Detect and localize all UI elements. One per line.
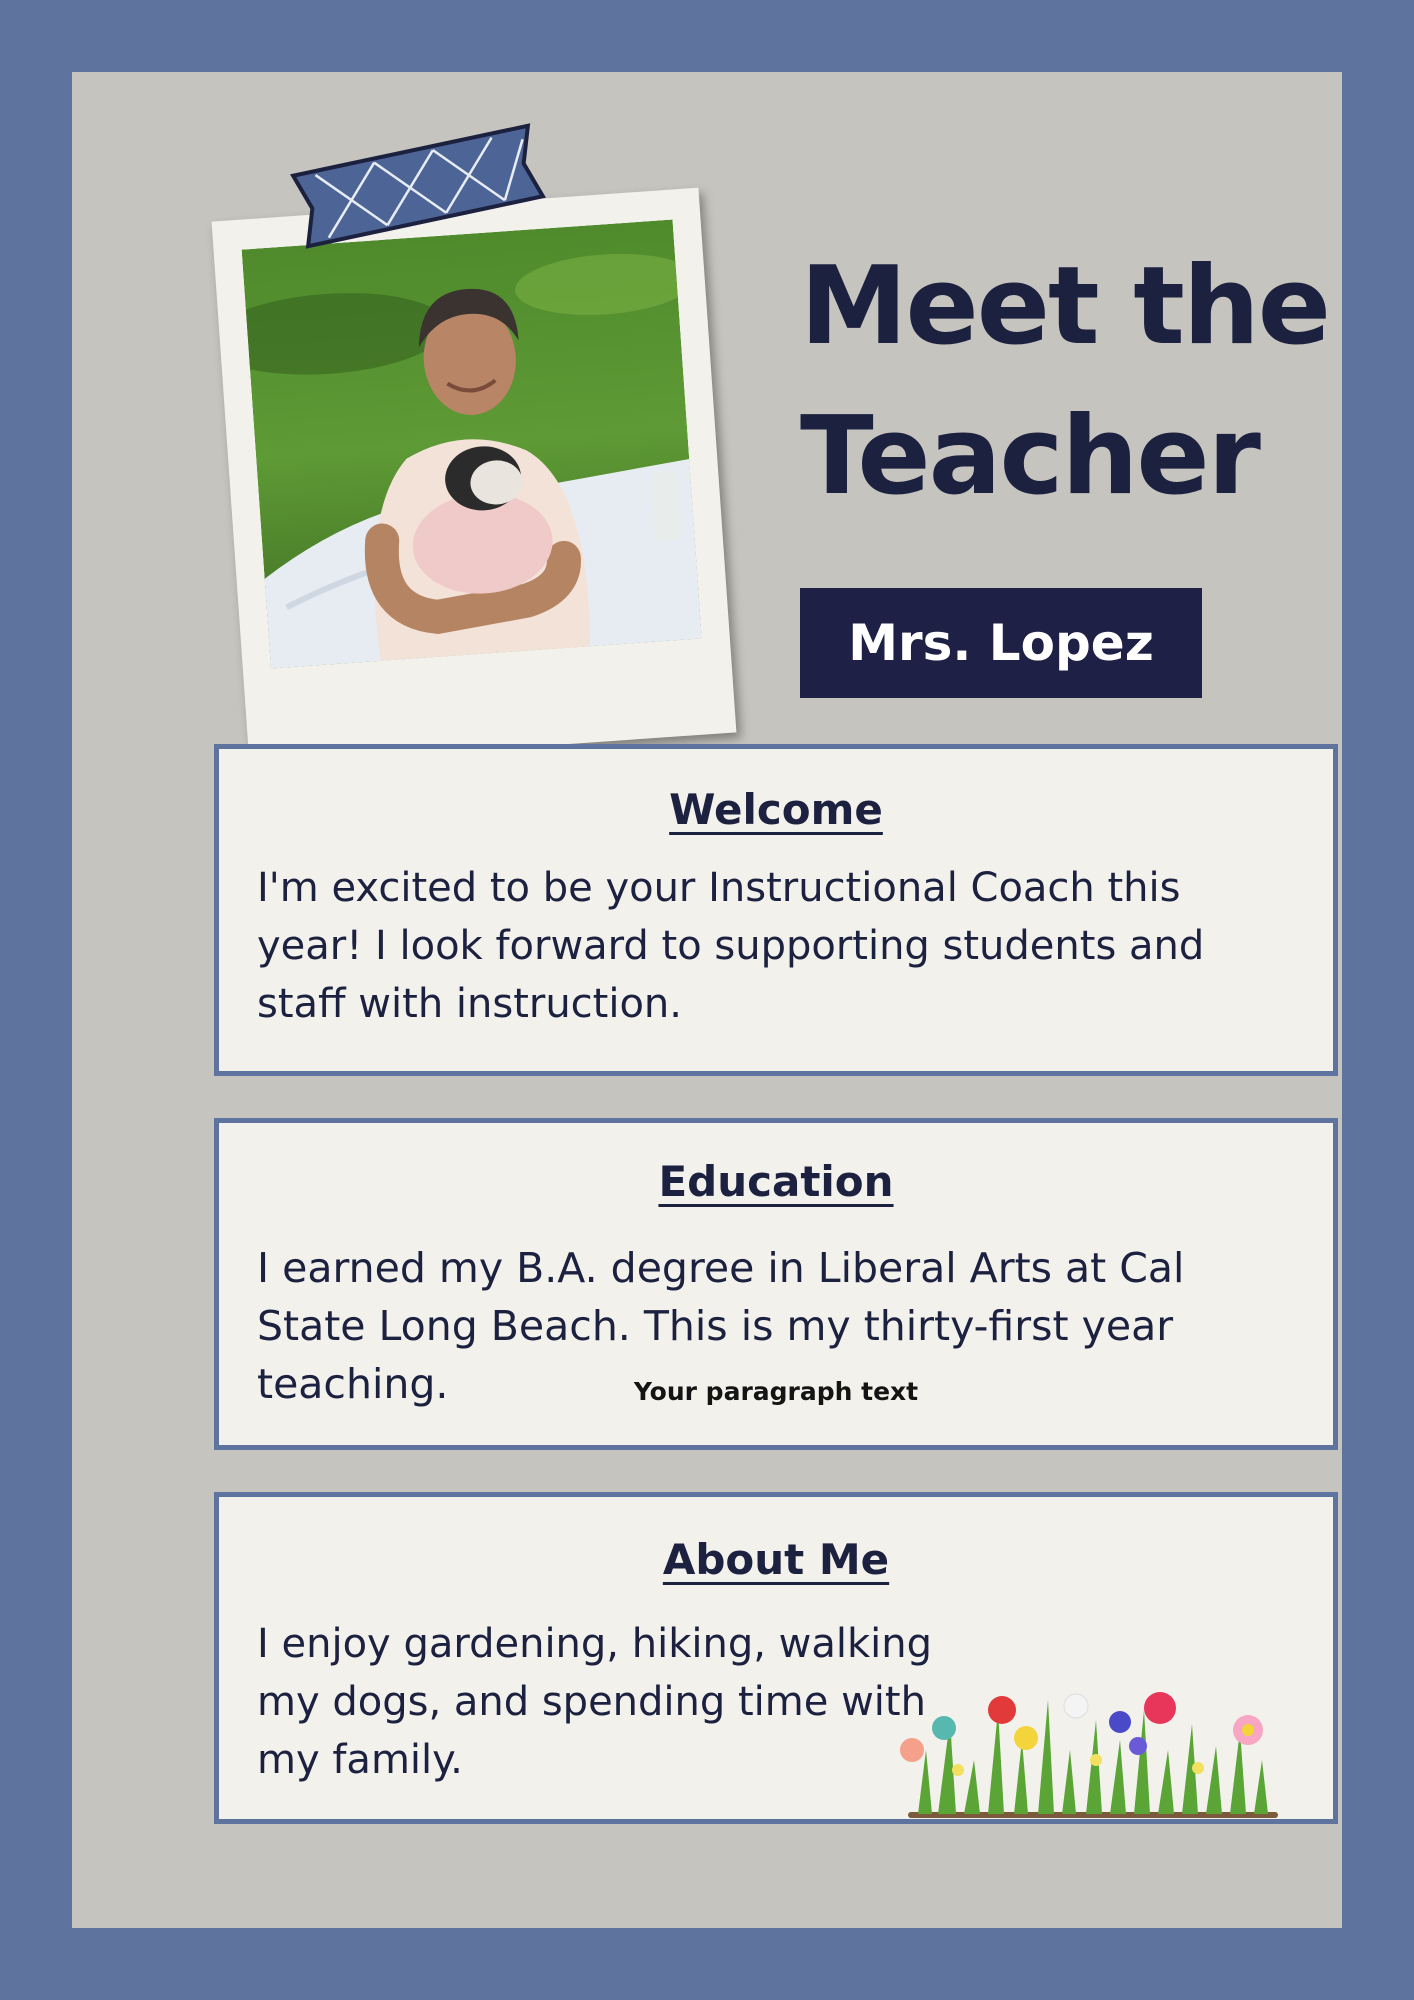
flower-garden-illustration	[898, 1680, 1288, 1826]
placeholder-paragraph-text: Your paragraph text	[633, 1377, 919, 1406]
education-text: I earned my B.A. degree in Liberal Arts at Cal State Long Beach. This is my thirty-first year teaching.	[257, 1244, 1185, 1408]
welcome-card	[214, 744, 1338, 1076]
teacher-photo-polaroid	[212, 188, 737, 767]
teacher-name-badge: Mrs. Lopez	[800, 588, 1202, 698]
teacher-photo	[242, 220, 702, 669]
about-me-heading: About Me	[662, 1535, 890, 1584]
welcome-heading: Welcome	[669, 785, 883, 834]
welcome-text: I'm excited to be your Instructional Coach this year! I look forward to supporting students and staff with instruction.	[257, 865, 1205, 1027]
flyer-page	[72, 72, 1342, 1928]
about-me-text: I enjoy gardening, hiking, walking my dogs, and spending time with my family.	[257, 1621, 932, 1783]
page-title: Meet the Teacher	[800, 244, 1329, 519]
education-card	[214, 1118, 1338, 1450]
education-heading: Education	[658, 1157, 894, 1206]
